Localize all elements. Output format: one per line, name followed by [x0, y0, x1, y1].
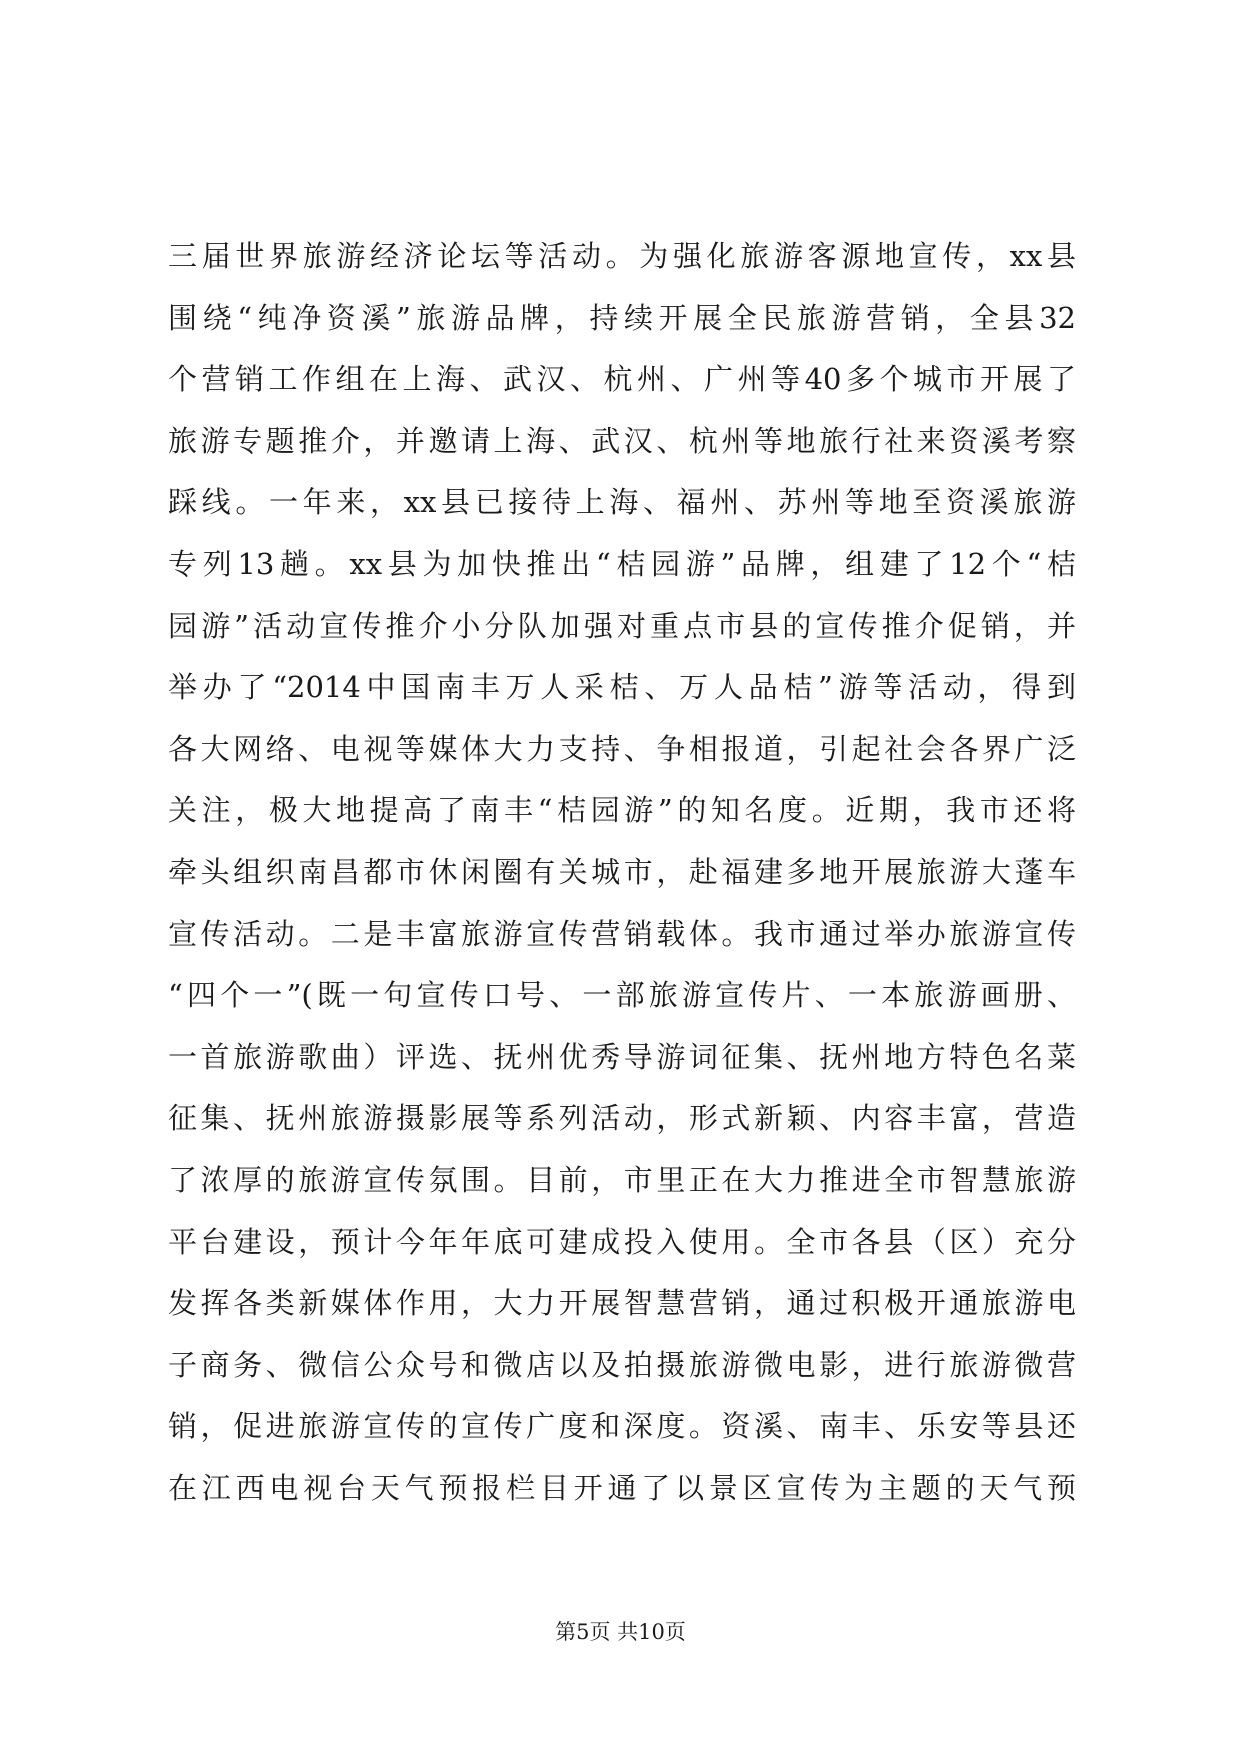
text-line-9: 各大网络、电视等媒体大力支持、争相报道，引起社会各界广泛 — [168, 731, 1076, 766]
text-line-20: 销，促进旅游宣传的宣传广度和深度。资溪、南丰、乐安等县还 — [168, 1409, 1076, 1444]
text-line-19: 子商务、微信公众号和微店以及拍摄旅游微电影，进行旅游微营 — [168, 1347, 1076, 1382]
page-number-footer: 第5页 共10页 — [555, 1620, 686, 1644]
text-line-1: 三届世界旅游经济论坛等活动。为强化旅游客源地宣传，xx县 — [168, 239, 1076, 273]
text-line-13: “四个一”(既一句宣传口号、一部旅游宣传片、一本旅游画册、 — [168, 978, 1076, 1013]
text-line-5: 踩线。一年来，xx县已接待上海、福州、苏州等地至资溪旅游 — [168, 485, 1076, 520]
text-line-4: 旅游专题推介，并邀请上海、武汉、杭州等地旅行社来资溪考察 — [168, 423, 1076, 458]
text-line-7: 园游”活动宣传推介小分队加强对重点市县的宣传推介促销，并 — [168, 608, 1076, 643]
body-paragraph — [168, 226, 1076, 1519]
text-line-12: 宣传活动。二是丰富旅游宣传营销载体。我市通过举办旅游宣传 — [168, 916, 1076, 951]
text-line-3: 个营销工作组在上海、武汉、杭州、广州等40多个城市开展了 — [168, 362, 1076, 397]
text-line-8: 举办了“2014中国南丰万人采桔、万人品桔”游等活动，得到 — [168, 670, 1076, 705]
text-line-6: 专列13趟。xx县为加快推出“桔园游”品牌，组建了12个“桔 — [168, 546, 1076, 581]
text-line-21: 在江西电视台天气预报栏目开通了以景区宣传为主题的天气预 — [168, 1470, 1076, 1505]
text-line-15: 征集、抚州旅游摄影展等系列活动，形式新颖、内容丰富，营造 — [168, 1101, 1076, 1136]
text-line-11: 牵头组织南昌都市休闲圈有关城市，赴福建多地开展旅游大蓬车 — [168, 854, 1076, 889]
text-line-18: 发挥各类新媒体作用，大力开展智慧营销，通过积极开通旅游电 — [168, 1286, 1076, 1321]
text-line-10: 关注，极大地提高了南丰“桔园游”的知名度。近期，我市还将 — [168, 793, 1076, 828]
text-line-16: 了浓厚的旅游宣传氛围。目前，市里正在大力推进全市智慧旅游 — [168, 1162, 1076, 1197]
text-line-14: 一首旅游歌曲）评选、抚州优秀导游词征集、抚州地方特色名菜 — [168, 1039, 1076, 1074]
text-line-17: 平台建设，预计今年年底可建成投入使用。全市各县（区）充分 — [168, 1224, 1076, 1259]
text-line-2: 围绕“纯净资溪”旅游品牌，持续开展全民旅游营销，全县32 — [168, 300, 1076, 335]
